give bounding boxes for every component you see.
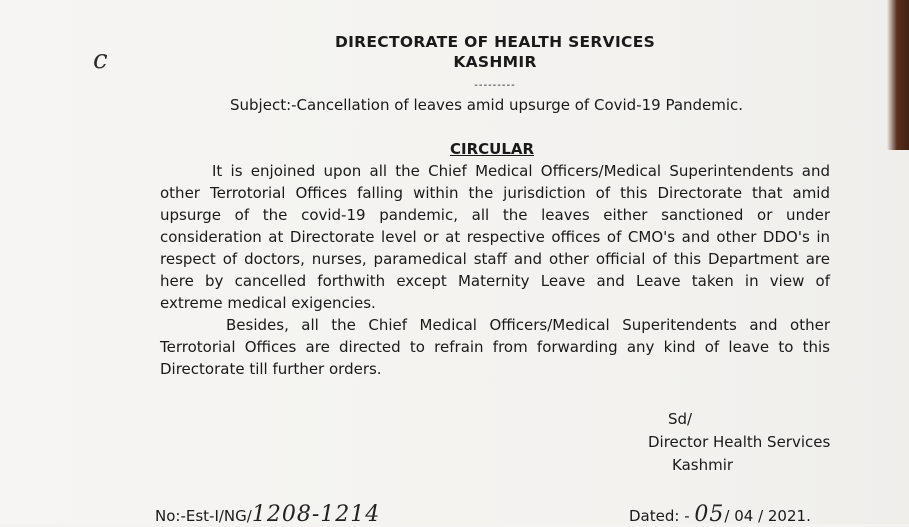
- paragraph-1-line: other Terrotorial Offices falling within the jurisdiction of this Directorate that amid: [160, 184, 830, 202]
- paragraph-2-line: Besides, all the Chief Medical Officers/Medical Superitendents and other: [226, 316, 830, 334]
- paragraph-1: [160, 160, 830, 314]
- header-kashmir: KASHMIR: [453, 53, 537, 71]
- paragraph-1-line: consideration at Directorate level or at respective offices of CMO's and other DDO's in: [160, 228, 830, 246]
- paragraph-2: [160, 314, 830, 380]
- signature-designation: Director Health Services: [648, 433, 831, 451]
- header-directorate: DIRECTORATE OF HEALTH SERVICES: [334, 33, 656, 51]
- signature-sd: Sd/: [668, 410, 693, 428]
- header-separator: ---------: [474, 80, 516, 91]
- reference-number-prefix: No:-Est-I/NG/: [155, 507, 252, 525]
- date-handwritten-day: 05: [694, 502, 725, 527]
- date-line: [629, 502, 811, 527]
- circular-title: CIRCULAR: [450, 140, 535, 158]
- reference-number: [155, 502, 380, 527]
- paragraph-1-line: It is enjoined upon all the Chief Medical Officers/Medical Superintendents and: [212, 162, 830, 180]
- paragraph-1-line: extreme medical exigencies.: [160, 294, 376, 312]
- page-edge-shadow: [887, 0, 909, 150]
- signature-place: Kashmir: [672, 456, 734, 474]
- margin-mark: c: [93, 45, 108, 75]
- reference-number-handwritten: 1208-1214: [251, 502, 381, 527]
- paragraph-1-line: here by cancelled forthwith except Maternity Leave and Leave taken in view of: [160, 272, 830, 290]
- subject-line: Subject:-Cancellation of leaves amid upsurge of Covid-19 Pandemic.: [230, 96, 744, 114]
- date-prefix: Dated: -: [629, 507, 690, 525]
- paragraph-1-line: upsurge of the covid-19 pandemic, all the leaves either sanctioned or under: [160, 206, 830, 224]
- paragraph-2-line: Directorate till further orders.: [160, 360, 382, 378]
- paragraph-1-line: respect of doctors, nurses, paramedical staff and other official of this Department are: [160, 250, 830, 268]
- paragraph-2-line: Terrotorial Offices are directed to refrain from forwarding any kind of leave to this: [160, 338, 830, 356]
- date-rest: / 04 / 2021.: [724, 507, 811, 525]
